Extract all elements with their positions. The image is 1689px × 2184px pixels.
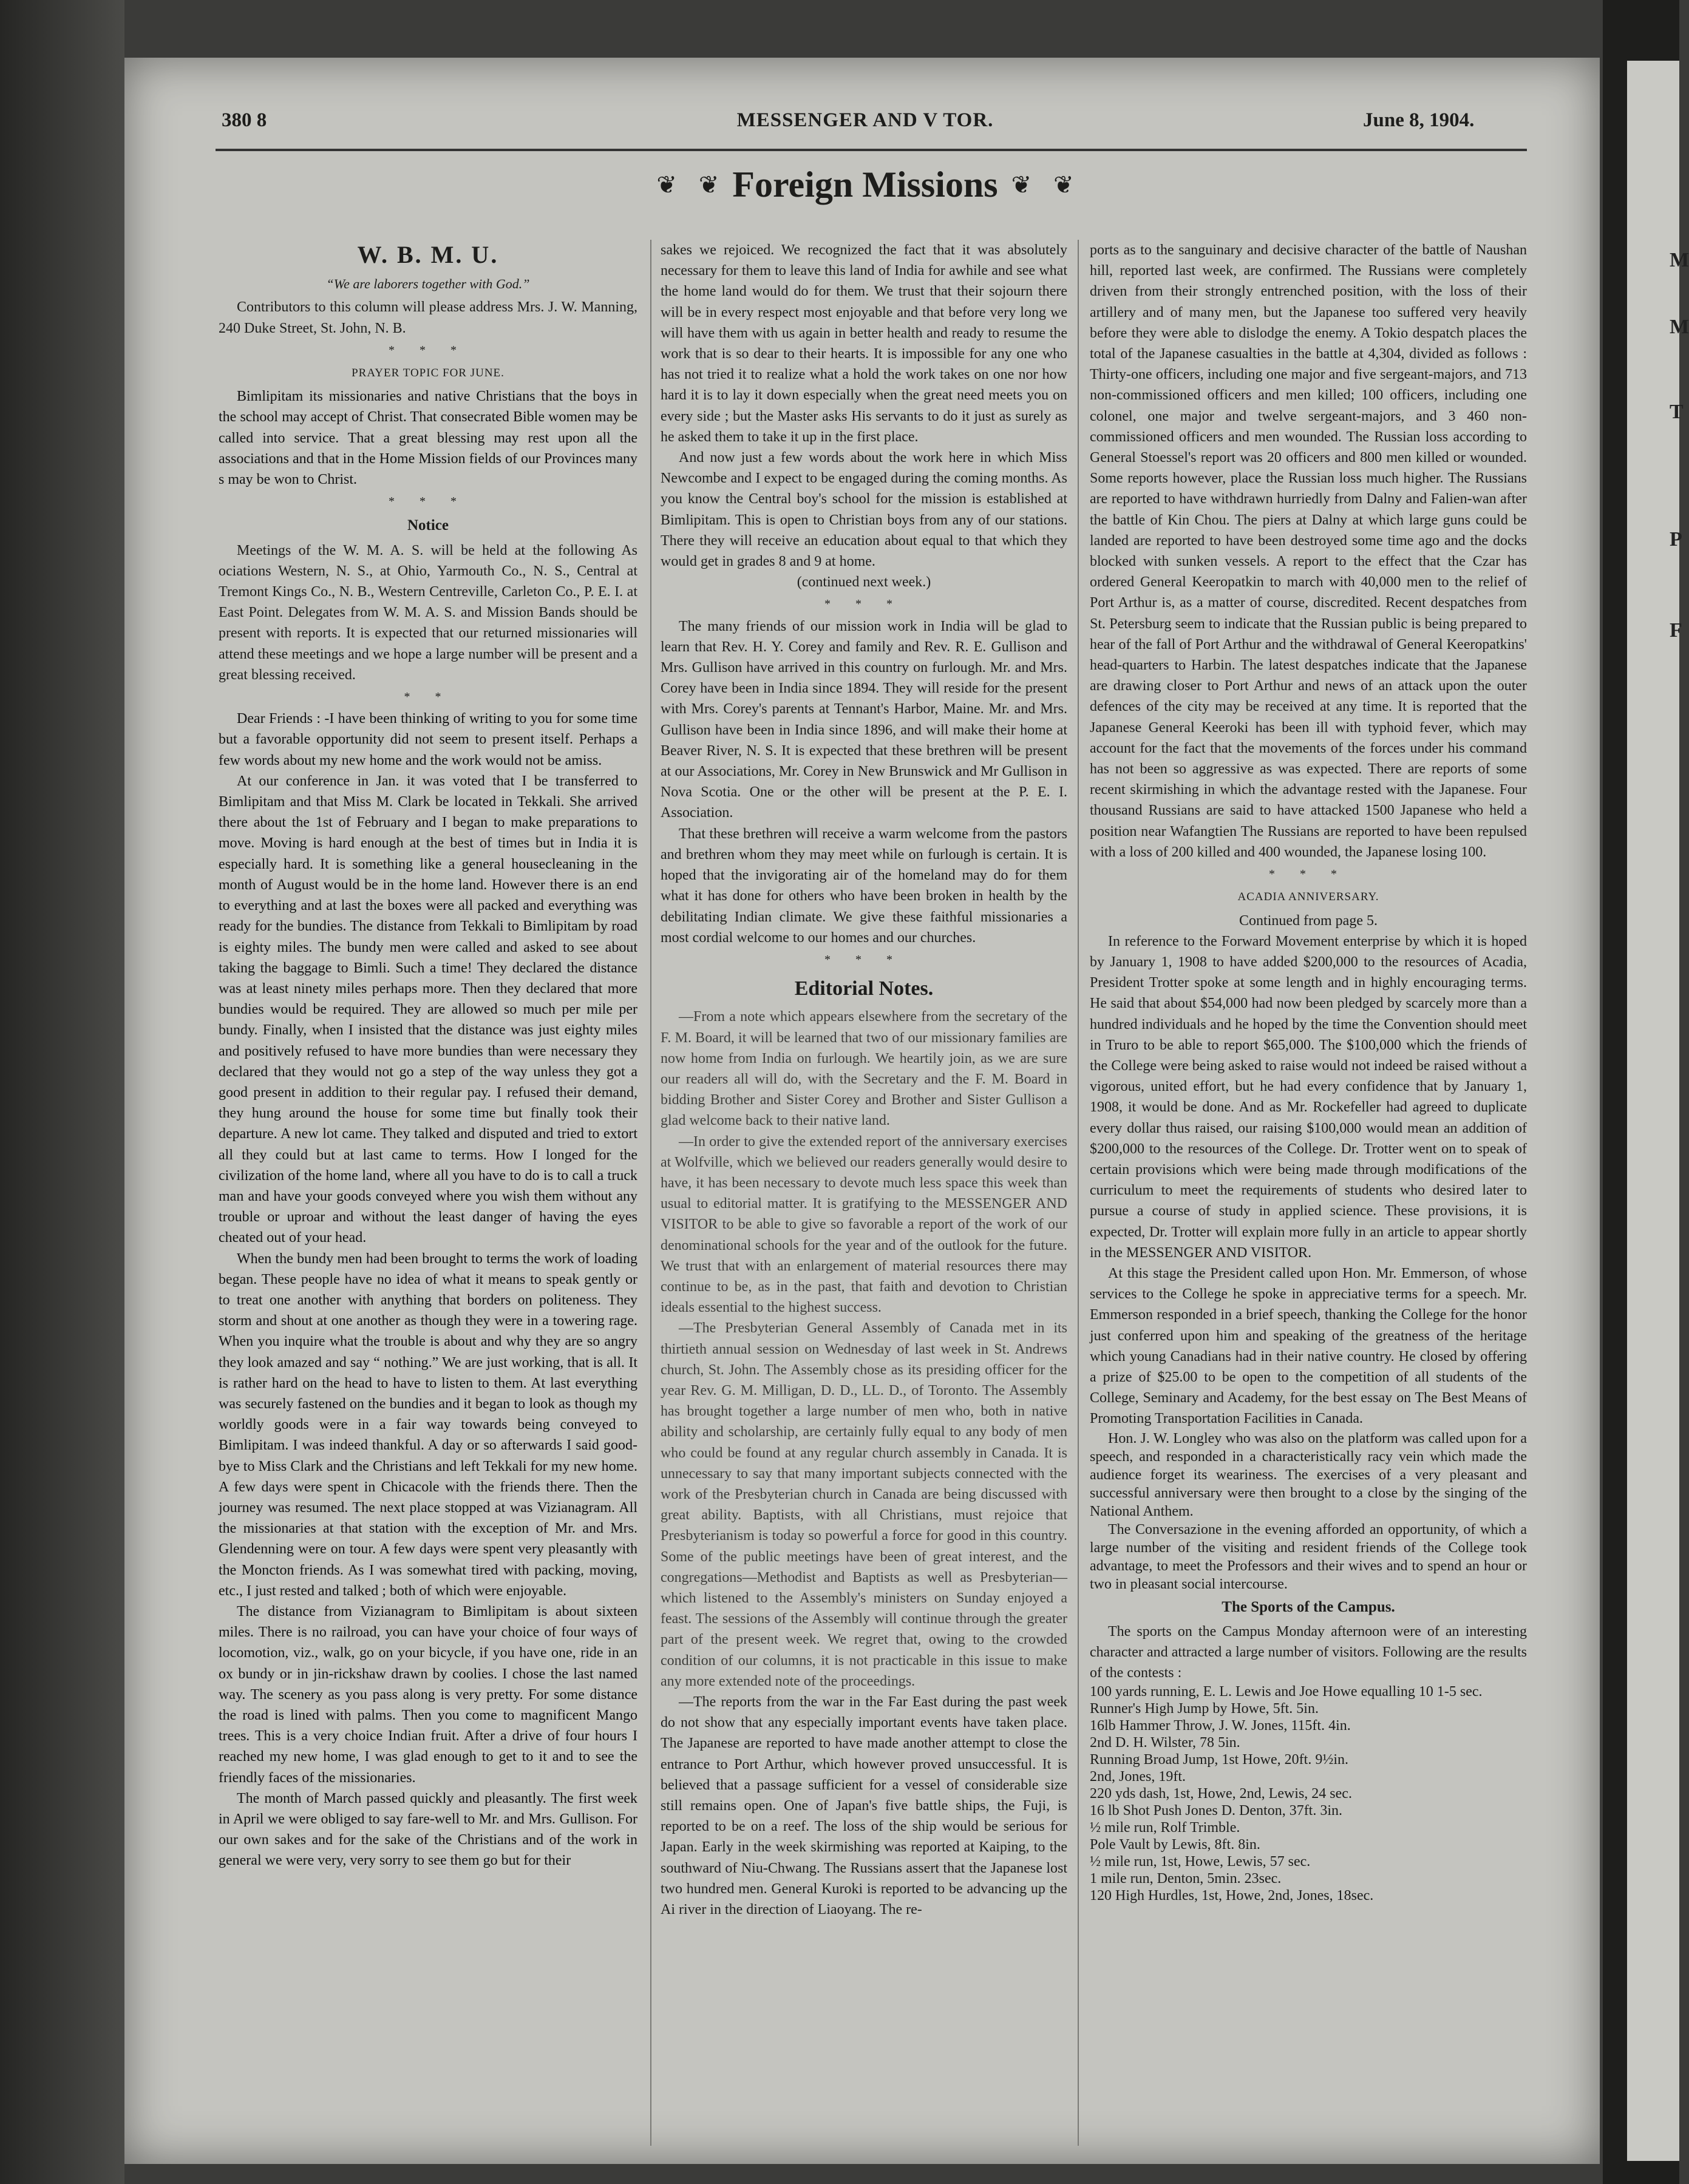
acadia-paragraph: The Conversazione in the evening afforded an opportunity, of which a large number of the visiting and resident friends of the College took advantage, to meet the Professors and their wives and to spend an hour or two in pleasant social intercourse. — [1090, 1521, 1527, 1592]
issue-date: June 8, 1904. — [1363, 109, 1475, 131]
result-item: Runner's High Jump by Howe, 5ft. 5in. — [1090, 1701, 1319, 1717]
result-item: 220 yds dash, 1st, Howe, 2nd, Lewis, 24 sec. — [1090, 1786, 1352, 1802]
notice-text: Meetings of the W. M. A. S. will be held at the following As ociations Western, N. S., at Ohio, Yarmouth Co., N. S., Central at Tremont Kings Co., N. B., Western Centreville, Carleton Co., P. E. I. at East Point. Delegates from W. M. A. S. and Mission Bands should be present with reports. It is expected that our returned missionaries will attend these meetings and we hope a large number will be present and a great blessing received. — [219, 542, 637, 683]
editorial-note: —From a note which appears elsewhere from the secretary of the F. M. Board, it will be learned that two of our missionary families are now home from India on furlough. We heartily join, as we are sure our readers all will do, with the Secretary and the F. M. Board in bidding Brother and Sister Corey and Brother and Sister Gullison a glad welcome back to their native land. — [661, 1009, 1067, 1129]
separator-stars: * * * — [389, 495, 467, 509]
column-rule — [1078, 240, 1079, 2146]
column-wbmu — [219, 240, 637, 2146]
result-item: ½ mile run, Rolf Trimble. — [1090, 1820, 1240, 1836]
leaf-ornament-icon: ❦ — [698, 171, 719, 198]
leaf-ornament-icon: ❦ — [656, 171, 677, 198]
edge-letter: P — [1670, 528, 1682, 551]
edge-letter: M — [1670, 316, 1689, 338]
contributors-note: Contributors to this column will please address Mrs. J. W. Manning, 240 Duke Street, St. John, N. B. — [219, 299, 637, 336]
column-war-acadia — [1090, 240, 1527, 2146]
letter-paragraph: Dear Friends : -I have been thinking of writing to you for some time but a favorable opportunity did not seem to present itself. Perhaps a few words about my new home and the work would not be amiss. — [219, 711, 637, 768]
result-item: 1 mile run, Denton, 5min. 23sec. — [1090, 1871, 1282, 1887]
section-title — [489, 164, 1242, 206]
section-title-text: Foreign Missions — [732, 164, 998, 205]
result-item: 2nd, Jones, 19ft. — [1090, 1769, 1186, 1785]
sports-results-list — [1090, 1683, 1527, 1904]
letter-continued-paragraph: sakes we rejoiced. We recognized the fact that it was absolutely necessary for them to leave this land of India for awhile and see what the home land would do for them. We trust that their sojourn there will be in every respect most enjoyable and that before very long we will have them with us again in better health and ready to resume the work that is so dear to their hearts. It is impossible for any one who has not tried it to realize what a hold the work takes on one nor how hard it is to lay it down especially when the great need meets you on every side ; but the Master asks His servants to do it just as surely as he asked them to take it up in the first place. — [661, 242, 1067, 445]
letter-paragraph: The month of March passed quickly and pleasantly. The first week in April we were obliged to say fare-well to Mr. and Mrs. Gullison. For our own sakes and for the sake of the Christians and of the work in general we were very, very sorry to see them go but for their — [219, 1790, 637, 1869]
wbmu-motto: “We are laborers together with God.” — [326, 276, 530, 292]
newspaper-page — [124, 58, 1600, 2164]
leaf-ornament-icon: ❦ — [1011, 171, 1032, 198]
war-report-paragraph: ports as to the sanguinary and decisive character of the battle of Naushan hill, reported last week, are confirmed. The Russians were completely driven from their strongly entrenched position, with the loss of their artillery and of many men, but the Japanese too suffered very heavily before they were able to dislodge the enemy. A Tokio despatch places the total of the Japanese casualties in the battle at 4,304, divided as follows : Thirty-one officers, including one major and five sergeant-majors, and 713 non-commissioned officers and men killed; 100 officers, including one colonel, one major and twelve sergeant-majors, and 3 460 non-commissioned officers and men wounded. The Russian loss according to General Stoessel's report was 20 officers and 800 men killed or wounded. Some reports however, place the Russian loss much higher. The Russians are reported to have withdrawn hurriedly from Dalny and Falien-wan after the battle of Kin Chou. The piers at Dalny at which large guns could be landed are reported to have been destroyed some time ago and the docks blocked with sunken vessels. A report to the effect that the Czar has ordered General Keeropatkin to march with 40,000 men to the relief of Port Arthur is, as a matter of course, discredited. Recent despatches from St. Petersburg seem to indicate that the Russian public is being prepared to hear of the fall of Port Arthur and the withdrawal of General Keeropatkins' head-quarters to Harbin. The latest despatches indicate that the Japanese are drawing closer to Port Arthur and news of an attack upon the outer defences of the city may be received at any time. It is reported that the Japanese General Keeroki has been ill with typhoid fever, which may account for the fact that the movements of the forces under his command has not been so aggressive as was expected. There are reports of some recent skirmishing in which the advantage rested with the Japanese. Four thousand Russians are said to have attacked 1500 Japanese who held a position near Wafangtien The Russians are reported to have been repulsed with a loss of 200 killed and 400 wounded, the Japanese losing 100. — [1090, 242, 1527, 860]
letter-paragraph: When the bundy men had been brought to terms the work of loading began. These people have no idea of what it means to speak gently or to treat one another with anything that borders on politeness. They storm and shout at one another as though they were in a towering rage. When you inquire what the trouble is about and why they are so angry they look amazed and say “ nothing.” We are just working, that is all. It is rather hard on the head to have to listen to them. At last everything was securely fastened on the bundies and it began to look as though my worldly goods were in a fair way towards being conveyed to Bimlipitam. I was indeed thankful. A day or so afterwards I said good-bye to Miss Clark and the Christians and left Tekkali for my new home. A few days were spent in Chicacole with the friends there. Then the journey was resumed. The next place stopped at was Vizianagram. All the missionaries at that station with the exception of Mr. and Mrs. Glendenning were on tour. A few days were spent very pleasantly with the Moncton friends. As I was somewhat tired with packing, moving, etc., I just rested and talked ; both of which were enjoyable. — [219, 1250, 637, 1599]
edge-letter: F — [1670, 619, 1682, 642]
separator-stars: * * * — [824, 952, 903, 966]
editorial-note: —In order to give the extended report of the anniversary exercises at Wolfville, which we believed our readers generally would desire to have, it has been necessary to devote much less space this week than usual to editorial matter. It is gratifying to the MESSENGER AND VISITOR to be able to give so favorable a report of the work of our denominational schools for the year and of the outlook for the future. We trust that with an enlargement of material resources there may continue to be, as in the past, that faith and devotion to Christian ideals essential to the highest success. — [661, 1133, 1067, 1316]
separator-stars: * * * — [824, 597, 903, 611]
adjacent-page-strip — [1627, 61, 1689, 2161]
separator-stars: * * * — [1269, 867, 1348, 881]
acadia-paragraph: Hon. J. W. Longley who was also on the platform was called upon for a speech, and responded in a characteristically racy vein which made the audience forget its weariness. The exercises of a very pleasant and successful anniversary were then brought to a close by the singing of the National Anthem. — [1090, 1430, 1527, 1519]
result-item: ½ mile run, 1st, Howe, Lewis, 57 sec. — [1090, 1854, 1311, 1870]
prayer-topic: Bimlipitam its missionaries and native Christians that the boys in the school may accept of Christ. That consecrated Bible women may be called into service. That a great blessing may rest upon all the associations and that in the Home Mission fields of our Provinces many s may be won to Christ. — [219, 388, 637, 488]
editorial-heading: Editorial Notes. — [794, 977, 934, 1000]
prayer-topic-heading: PRAYER TOPIC FOR JUNE. — [352, 367, 505, 380]
separator-stars: * * * — [389, 343, 467, 357]
column-rule — [650, 240, 651, 2146]
editorial-note: —The Presbyterian General Assembly of Canada met in its thirtieth annual session on Wednesday of last week in St. Andrews church, St. John. The Assembly chose as its presiding officer for the year Rev. G. M. Milligan, D. D., LL. D., of Toronto. The Assembly has brought together a large number of men who, both in native ability and scholarship, are certainly fully equal to any body of men who could be found at any regular church assembly in Canada. It is unnecessary to say that many important subjects connected with the work of the Presbyterian church in Canada are being discussed with great ability. Baptists, with all Christians, must rejoice that Presbyterianism is today so powerful a force for good in this country. Some of the public meetings have been of great interest, and the congregations—Methodist and Baptists as well as Presbyterian—which listened to the Assembly's ministers on Sunday enjoyed a feast. The sessions of the Assembly will continue through the greater part of the present week. We regret that, owing to the crowded condition of our columns, it is not practicable in this issue to make any more extended note of the proceedings. — [661, 1320, 1067, 1689]
acadia-heading: ACADIA ANNIVERSARY. — [1237, 890, 1379, 904]
letter-paragraph: At our conference in Jan. it was voted that I be transferred to Bimlipitam and that Miss M. Clark be located in Tekkali. She arrived there about the 1st of February and I began to make preparations to move. Moving is hard enough at the best of times but in India it is especially hard. It is something like a general housecleaning in the month of August would be in the home land. However there is an end to everything and at last the boxes were all packed and everything was ready for the bundies. The distance from Tekkali to Bimlipitam by road is eighty miles. The bundy men were called and asked to see about taking the baggage to Bimli. Such a time! They declared the distance was at least ninety miles perhaps more. Then they declared that more bundies would be required. They are allowed so much per mile per bundy. Finally, when I insisted that the distance was just eighty miles and positively refused to have more bundies than were necessary they declared that they would not go a step of the way unless they got a good present in addition to their regular pay. I refused their demand, they hung around the house for some time but finally took their departure. A new lot came. They talked and disputed and tried to extort all they could but at last came to terms. How I longed for the civilization of the home land, where all you have to do is to call a truck man and have your goods conveyed where you wish them without any trouble or uproar and without the least danger of having the eyes cheated out of your head. — [219, 773, 637, 1246]
separator-stars: * * — [404, 690, 452, 704]
result-item: 16lb Hammer Throw, J. W. Jones, 115ft. 4in. — [1090, 1718, 1351, 1734]
wbmu-title: W. B. M. U. — [357, 241, 499, 268]
result-item: 120 High Hurdles, 1st, Howe, 2nd, Jones, 18sec. — [1090, 1888, 1374, 1904]
column-missions-editorial — [661, 240, 1067, 2146]
edge-letter: T — [1670, 401, 1684, 423]
result-item: 2nd D. H. Wilster, 78 5in. — [1090, 1735, 1240, 1751]
book-binding-shadow — [0, 0, 124, 2184]
acadia-paragraph: In reference to the Forward Movement enterprise by which it is hoped by January 1, 1908 to have added $200,000 to the resources of Acadia, President Trotter spoke at some length and in highly encouraging terms. He said that about $54,000 had now been pledged by scarcely more than a hundred individuals and he hoped by the time the Convention should meet in Truro to be able to report $65,000. The $100,000 which the friends of the College were being asked to raise would not indeed be raised without a vigorous, united effort, but he had every confidence that by January 1, 1908, it would be done. And as Mr. Rockefeller had agreed to duplicate every dollar thus raised, our raising $100,000 would mean an addition of $200,000 to the resources of the College. Dr. Trotter went on to speak of certain provisions which were being made through modifications of the curriculum to meet the requirements of students who desired later to pursue a course of study in applied science. These provisions, it is expected, Dr. Trotter will explain more fully in an article to appear shortly in the MESSENGER AND VISITOR. — [1090, 933, 1527, 1261]
paper-title: MESSENGER AND V TOR. — [736, 109, 994, 131]
header-rule — [216, 149, 1527, 151]
sports-intro: The sports on the Campus Monday afternoon were of an interesting character and attracted a large number of visitors. Following are the results of the contests : — [1090, 1623, 1527, 1681]
letter-paragraph: The distance from Vizianagram to Bimlipitam is about sixteen miles. There is no railroad, you can have your choice of four ways of locomotion, viz., walk, go on your bicycle, if you have one, ride in an ox bundy or in jin-rickshaw drawn by coolies. I chose the last named way. The scenery as you pass along is very pretty. For some distance the road is lined with palms. Then you come to magnificent Mango trees. This is a very choice Indian fruit. After a drive of four hours I reached my new home, I was glad enough to get to it and to see the friendly faces of the missionaries. — [219, 1604, 637, 1786]
result-item: 16 lb Shot Push Jones D. Denton, 37ft. 3in. — [1090, 1803, 1343, 1819]
sports-heading: The Sports of the Campus. — [1222, 1598, 1395, 1615]
acadia-paragraph: At this stage the President called upon Hon. Mr. Emmerson, of whose services to the College he spoke in appreciative terms for a speech. Mr. Emmerson responded in a brief speech, thanking the College for the honor just conferred upon him and speaking of the greatness of the heritage which young Canadians had in their native country. He closed by offering a prize of $25.00 to be open to the competition of all students of the College, Seminary and Academy, for the best essay on The Best Means of Promoting Transportation Facilities in Canada. — [1090, 1265, 1527, 1427]
edge-letter: M — [1670, 249, 1689, 271]
leaf-ornament-icon: ❦ — [1053, 171, 1074, 198]
furlough-paragraph: That these brethren will receive a warm welcome from the pastors and brethren whom they may meet while on furlough is certain. It is hoped that the invigorating air of the homeland may do for them what it has done for others who have been broken in health by the debilitating Indian climate. We give these faithful missionaries a most cordial welcome to our homes and our churches. — [661, 826, 1067, 946]
notice-heading: Notice — [407, 517, 449, 534]
page-number: 380 8 — [222, 109, 267, 131]
result-item: Running Broad Jump, 1st Howe, 20ft. 9½in. — [1090, 1752, 1348, 1768]
continued-note: (continued next week.) — [797, 574, 931, 591]
acadia-continued-note: Continued from page 5. — [1239, 912, 1378, 929]
letter-continued-paragraph: And now just a few words about the work here in which Miss Newcombe and I expect to be engaged during the coming months. As you know the Central boy's school for the mission is established at Bimlipitam. This is open to Christian boys from any of our stations. There they will receive an education about equal to that which they would get in grades 8 and 9 at home. — [661, 450, 1067, 570]
furlough-paragraph: The many friends of our mission work in India will be glad to learn that Rev. H. Y. Corey and family and Rev. R. E. Gullison and Mrs. Gullison have arrived in this country on furlough. Mr. and Mrs. Corey have been in India since 1894. They will reside for the present with Mrs. Corey's parents at Tennant's Harbor, Maine. Mr. and Mrs. Gullison have been in India since 1896, and will make their home at Beaver River, N. S. It is expected that these brethren will be present at our Associations, Mr. Corey in New Brunswick and Mr Gullison in Nova Scotia. One or the other will be present at the P. E. I. Association. — [661, 618, 1067, 821]
result-item: Pole Vault by Lewis, 8ft. 8in. — [1090, 1837, 1260, 1853]
result-item: 100 yards running, E. L. Lewis and Joe Howe equalling 10 1-5 sec. — [1090, 1684, 1483, 1700]
editorial-note: —The reports from the war in the Far East during the past week do not show that any especially important events have taken place. The Japanese are reported to have made another attempt to close the entrance to Port Arthur, which however proved unsuccessful. It is believed that a passage sufficient for a vessel of considerable size still remains open. One of Japan's five battle ships, the Fuji, is reported to be on a reef. The loss of the ship would be serious for Japan. Early in the week skirmishing was reported at Kaiping, to the southward of Niu-Chwang. The Russians assert that the Japanese lost two hundred men. General Kuroki is reported to be advancing up the Ai river in the direction of Liaoyang. The re- — [661, 1694, 1067, 1918]
